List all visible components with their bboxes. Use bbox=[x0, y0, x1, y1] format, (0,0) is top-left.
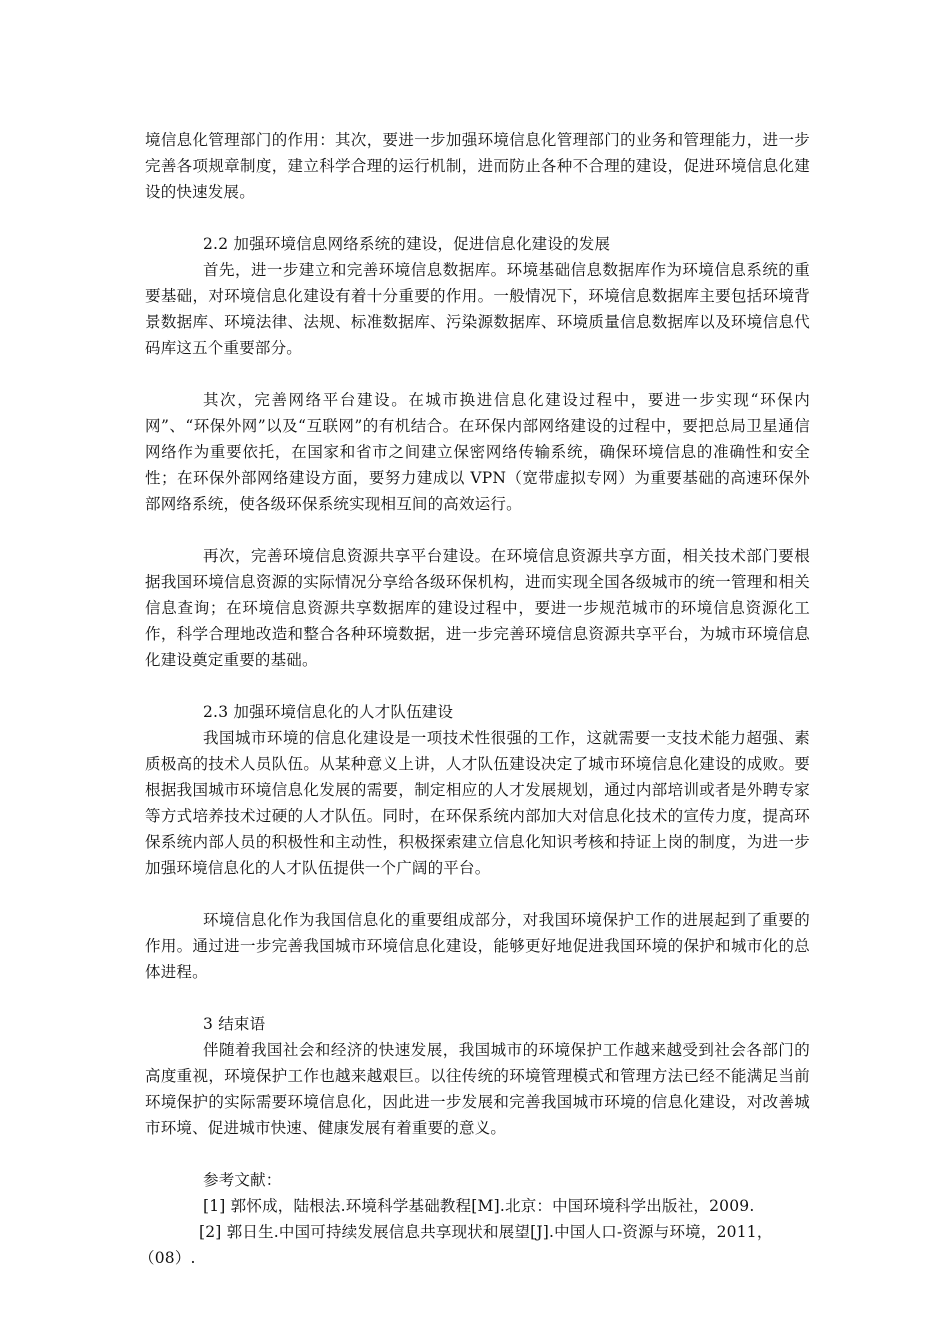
section-2-2-paragraph-3: 再次，完善环境信息资源共享平台建设。在环境信息资源共享方面，相关技术部门要根据我国环境信息资源的实际情况分享给各级环保机构，进而实现全国各级城市的统一管理和相关信息查询；在环境信息资源共享数据库的建设过程中，要进一步规范城市的环境信息资源化工作，科学合理地改造和整合各种环境数据，进一步完善环境信息资源共享平台，为城市环境信息化建设奠定重要的基础。 bbox=[145, 547, 810, 669]
section-2-3-paragraph-1: 我国城市环境的信息化建设是一项技术性很强的工作，这就需要一支技术能力超强、素质极高的技术人员队伍。从某种意义上讲，人才队伍建设决定了城市环境信息化建设的成败。要根据我国城市环境信息化发展的需要，制定相应的人才发展规划，通过内部培训或者是外聘专家等方式培养技术过硬的人才队伍。同时，在环保系统内部加大对信息化技术的宣传力度，提高环保系统内部人员的积极性和主动性，积极探索建立信息化知识考核和持证上岗的制度，为进一步加强环境信息化的人才队伍提供一个广阔的平台。 bbox=[145, 729, 810, 877]
paragraph-gap bbox=[145, 517, 810, 543]
references-heading: 参考文献： bbox=[203, 1171, 282, 1189]
continuation-paragraph: 境信息化管理部门的作用：其次，要进一步加强环境信息化管理部门的业务和管理能力，进一步完善各项规章制度，建立科学合理的运行机制，进而防止各种不合理的建设，促进环境信息化建设的快速发展。 bbox=[145, 131, 810, 201]
section-3-paragraph-1: 伴随着我国社会和经济的快速发展，我国城市的环境保护工作越来越受到社会各部门的高度重视，环境保护工作也越来越艰巨。以往传统的环境管理模式和管理方法已经不能满足当前环境保护的实际需要环境信息化，因此进一步发展和完善我国城市环境的信息化建设，对改善城市环境、促进城市快速、健康发展有着重要的意义。 bbox=[145, 1041, 810, 1137]
paragraph-gap bbox=[145, 361, 810, 387]
section-2-3-heading: 2.3 加强环境信息化的人才队伍建设 bbox=[203, 703, 454, 721]
document-body bbox=[139, 127, 810, 1271]
section-2-2-paragraph-1: 首先，进一步建立和完善环境信息数据库。环境基础信息数据库作为环境信息系统的重要基础，对环境信息化建设有着十分重要的作用。一般情况下，环境信息数据库主要包括环境背景数据库、环境法律、法规、标准数据库、污染源数据库、环境质量信息数据库以及环境信息代码库这五个重要部分。 bbox=[145, 261, 810, 357]
reference-item-1: [1] 郭怀成，陆根法.环境科学基础教程[M].北京：中国环境科学出版社，2009. bbox=[203, 1197, 755, 1215]
paragraph-gap bbox=[145, 673, 810, 699]
section-2-3-paragraph-2: 环境信息化作为我国信息化的重要组成部分，对我国环境保护工作的进展起到了重要的作用。通过进一步完善我国城市环境信息化建设，能够更好地促进我国环境的保护和城市化的总体进程。 bbox=[145, 911, 810, 981]
reference-item-2: [2] 郭日生.中国可持续发展信息共享现状和展望[J].中国人口-资源与环境，2011，（08）. bbox=[139, 1223, 773, 1267]
section-2-2-paragraph-2: 其次，完善网络平台建设。在城市换进信息化建设过程中，要进一步实现“环保内网”、“环保外网”以及“互联网”的有机结合。在环保内部网络建设的过程中，要把总局卫星通信网络作为重要依托，在国家和省市之间建立保密网络传输系统，确保环境信息的准确性和安全性；在环保外部网络建设方面，要努力建成以 VPN（宽带虚拟专网）为重要基础的高速环保外部网络系统，使各级环保系统实现相互间的高效运行。 bbox=[145, 391, 810, 513]
paragraph-gap bbox=[145, 985, 810, 1011]
paragraph-gap bbox=[145, 881, 810, 907]
section-3-heading: 3 结束语 bbox=[203, 1015, 266, 1033]
section-2-2-heading: 2.2 加强环境信息网络系统的建设，促进信息化建设的发展 bbox=[203, 235, 611, 253]
paragraph-gap bbox=[145, 1141, 810, 1167]
paragraph-gap bbox=[145, 205, 810, 231]
